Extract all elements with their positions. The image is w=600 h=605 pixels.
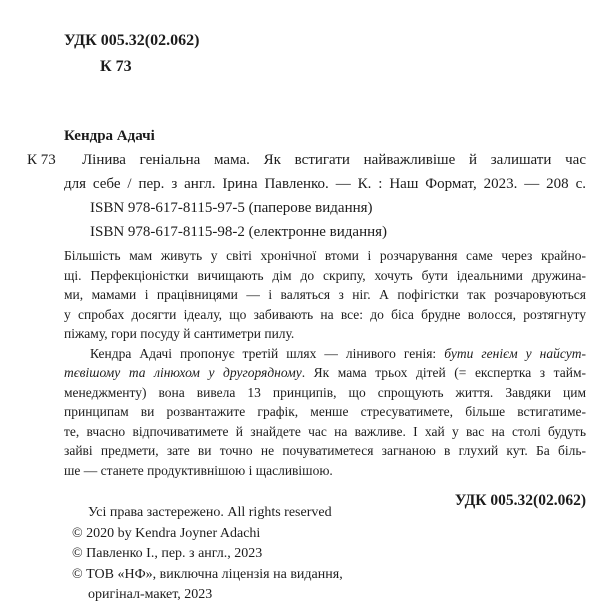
annotation-line xyxy=(64,363,586,383)
copyright-line: © ТОВ «НФ», виключна ліцензія на видання, xyxy=(72,566,343,582)
annotation-line xyxy=(64,344,586,364)
annotation-line: принципам ви розвантажите графік, менше стресуватимете, більше встигатиме- xyxy=(64,404,586,419)
annotation-line: ми, мамами і працівницями — і валяться з ніг. А пофігістки так розчаровуються xyxy=(64,287,586,302)
rights-reserved-line: Усі права застережено. All rights reserved xyxy=(88,505,332,520)
annotation-line: те, вчасно відпочиватимете й знайдете час на важливе. І хай у вас на столі будуть xyxy=(64,423,586,439)
annotation-line: ше — станете продуктивнішою і щасливішою. xyxy=(64,462,333,478)
copyright-line: © 2020 by Kendra Joyner Adachi xyxy=(72,525,261,541)
udc-number-top: УДК 005.32(02.062) xyxy=(64,32,200,49)
catalog-author: Кендра Адачі xyxy=(64,128,155,144)
isbn-paper: ISBN 978-617-8115-97-5 (паперове видання) xyxy=(90,200,373,216)
annotation-text-italic: тєвішому та лінюхом у другорядному xyxy=(64,365,302,380)
udc-top-block xyxy=(64,28,199,80)
annotation-line: менеджменту) вона вивела 13 принципів, що спрощують життя. Завдяки цим xyxy=(64,384,586,400)
annotation-line: Більшість мам живуть у світі хронічної втоми і розчарування саме через крайно- xyxy=(64,248,586,263)
annotation-line: у спробах досягти ідеалу, що забивають на все: до біса брудне волосся, розтягнуту xyxy=(64,306,586,322)
annotation-line: піжаму, гори посуду й сантиметри пилу. xyxy=(64,326,295,341)
catalog-author-sign: К 73 xyxy=(27,152,56,168)
annotation-text: Кендра Адачі пропонує третій шлях — лінивого генія: xyxy=(90,345,445,361)
isbn-ebook: ISBN 978-617-8115-98-2 (електронне видання) xyxy=(90,224,388,240)
annotation-text-italic: бути генієм у найсут- xyxy=(444,345,587,361)
author-sign-top: К 73 xyxy=(100,58,132,75)
copyright-line: оригінал-макет, 2023 xyxy=(88,587,213,602)
catalog-entry xyxy=(27,124,586,244)
annotation xyxy=(64,246,586,480)
udc-number-bottom: УДК 005.32(02.062) xyxy=(454,492,586,509)
annotation-line: щі. Перфекціоністки вичищають дім до скрипу, хочуть бути ідеальними дружина- xyxy=(64,267,586,283)
catalog-title-line: для себе / пер. з англ. Ірина Павленко. — К. : Наш Формат, 2023. — 208 с. xyxy=(64,176,586,192)
copyright-line: © Павленко І., пер. з англ., 2023 xyxy=(72,546,263,561)
catalog-title-line: Лінива геніальна мама. Як встигати найважливіше й залишати час xyxy=(82,152,586,168)
copyright-block xyxy=(72,503,343,605)
annotation-text: . Як мама трьох дітей (= експертка з тайм- xyxy=(301,365,586,380)
annotation-line: зайві предмети, зате ви точно не почуватиметеся загнаною в глухий кут. Ба біль- xyxy=(64,443,586,458)
